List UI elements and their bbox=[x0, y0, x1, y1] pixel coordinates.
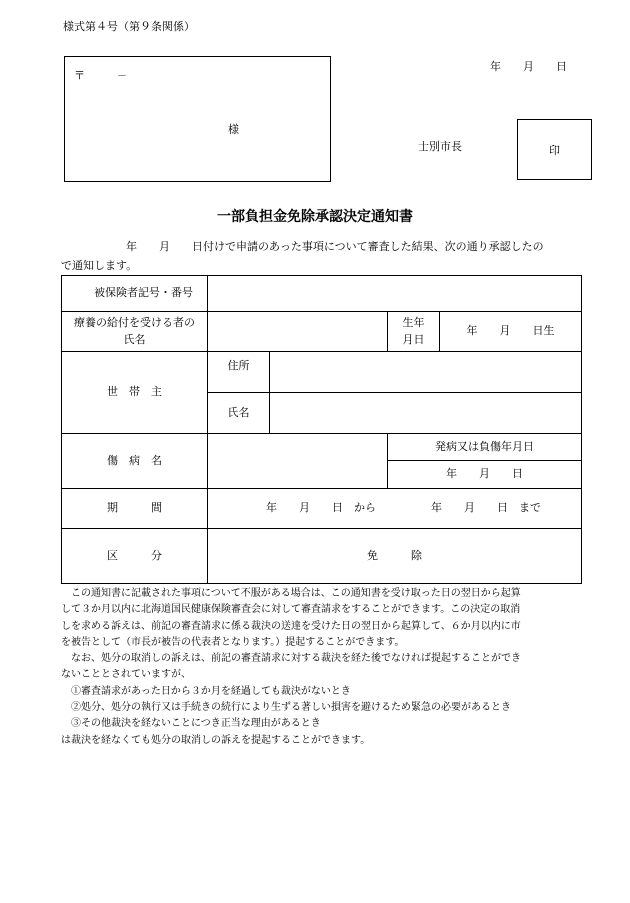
period-label: 期 間 bbox=[62, 489, 208, 529]
recipient-label-line1: 療養の給付を受ける者の bbox=[74, 316, 195, 329]
notice-line: は裁決を経なくても処分の取消しの訴えを提起することができます。 bbox=[61, 734, 371, 746]
notice-line: ②処分、処分の執行又は手続きの続行により生ずる著しい損害を避けるため緊急の必要があるとき bbox=[61, 702, 511, 714]
birth-label-line1: 生年 bbox=[402, 316, 425, 329]
period-field[interactable]: 年 月 日 から 年 月 日 まで bbox=[208, 489, 582, 529]
notice-line: ないこととされていますが、 bbox=[61, 669, 191, 681]
notice-line: ①審査請求があった日から３か月を経過しても裁決がないとき bbox=[61, 685, 351, 697]
notice-line: を被告として（市長が被告の代表者となります。）提起することができます。 bbox=[61, 636, 405, 648]
category-label: 区 分 bbox=[62, 529, 208, 584]
notice-line: ③その他裁決を経ないことにつき正当な理由があるとき bbox=[61, 718, 321, 730]
birth-date-label bbox=[388, 312, 440, 352]
household-address-label: 住所 bbox=[208, 352, 270, 393]
notice-line: なお、処分の取消しの訴えは、前記の審査請求に対する裁決を経た後でなければ提起することができ bbox=[61, 653, 521, 665]
document-title: 一部負担金免除承認決定通知書 bbox=[217, 209, 413, 225]
category-value: 免 除 bbox=[208, 529, 582, 584]
insured-number-field[interactable] bbox=[208, 276, 582, 312]
recipient-label-line2: 氏名 bbox=[123, 332, 146, 346]
seal-mark: 印 bbox=[549, 143, 560, 157]
disease-name-label: 傷 病 名 bbox=[62, 434, 208, 489]
honorific: 様 bbox=[228, 123, 239, 136]
household-name-label: 氏名 bbox=[208, 393, 270, 434]
notice-line: して３か月以内に北海道国民健康保険審査会に対して審査請求をすることができます。この決定の取消 bbox=[61, 604, 521, 616]
form-number: 様式第４号（第９条関係） bbox=[63, 20, 195, 33]
recipient-name-label bbox=[62, 312, 208, 352]
seal-box bbox=[517, 119, 592, 180]
birth-label-line2: 月日 bbox=[402, 332, 425, 346]
insured-number-label: 被保険者記号・番号 bbox=[62, 276, 208, 312]
postal-mark: 〒 bbox=[74, 69, 85, 82]
issuer-name: 士別市長 bbox=[418, 140, 462, 153]
intro-line-1: 年 月 日付けで申請のあった事項について審査した結果、次の通り承認したの bbox=[126, 240, 544, 253]
onset-date-field[interactable]: 年 月 日 bbox=[388, 461, 582, 489]
household-head-label: 世 帯 主 bbox=[62, 352, 208, 434]
postal-dash: － bbox=[117, 71, 127, 82]
onset-date-label: 発病又は負傷年月日 bbox=[388, 434, 582, 461]
appeal-notice bbox=[61, 586, 581, 749]
intro-line-2: で通知します。 bbox=[61, 259, 138, 272]
household-name-field[interactable] bbox=[270, 393, 582, 434]
address-box bbox=[64, 56, 331, 182]
disease-name-field[interactable] bbox=[208, 434, 388, 489]
application-table bbox=[61, 275, 582, 584]
household-address-field[interactable] bbox=[270, 352, 582, 393]
birth-date-field[interactable]: 年 月 日生 bbox=[440, 312, 582, 352]
notice-line: この通知書に記載された事項について不服がある場合は、この通知書を受け取った日の翌日から起算 bbox=[61, 588, 521, 599]
recipient-name-field[interactable] bbox=[208, 312, 388, 352]
notice-line: しを求める訴えは、前記の審査請求に係る裁決の送達を受けた日の翌日から起算して、６か月以内に市 bbox=[61, 620, 521, 632]
issue-date: 年 月 日 bbox=[490, 60, 567, 73]
